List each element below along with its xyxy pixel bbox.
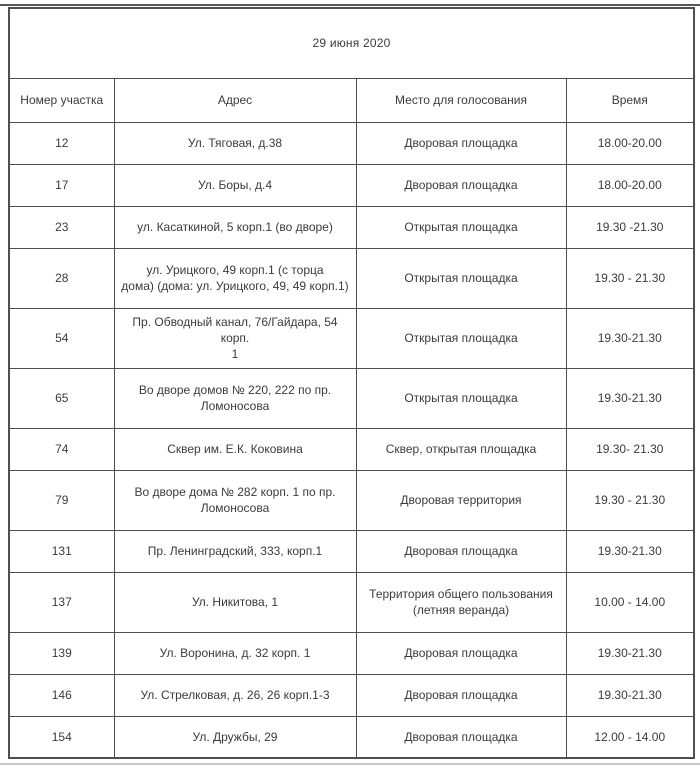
table-row: [9, 428, 694, 470]
cell-address: Ул. Тяговая, д.38: [114, 122, 356, 164]
table-row: [9, 206, 694, 248]
cell-precinct-number: 65: [9, 368, 114, 428]
cell-voting-place: Дворовая площадка: [356, 122, 566, 164]
cell-time: 19.30-21.30: [566, 368, 694, 428]
cell-precinct-number: 137: [9, 572, 114, 632]
cell-precinct-number: 17: [9, 164, 114, 206]
top-divider: [0, 4, 700, 6]
cell-precinct-number: 23: [9, 206, 114, 248]
cell-time: 19.30-21.30: [566, 674, 694, 716]
cell-voting-place: Территория общего пользования (летняя веранда): [356, 572, 566, 632]
cell-voting-place: Дворовая площадка: [356, 674, 566, 716]
cell-time: 19.30-21.30: [566, 632, 694, 674]
cell-voting-place: Дворовая площадка: [356, 632, 566, 674]
voting-schedule-table: [8, 7, 695, 759]
cell-precinct-number: 28: [9, 248, 114, 308]
cell-voting-place: Дворовая площадка: [356, 164, 566, 206]
cell-address: ул. Урицкого, 49 корп.1 (с торца дома) (дома: ул. Урицкого, 49, 49 корп.1): [114, 248, 356, 308]
cell-time: 19.30 -21.30: [566, 206, 694, 248]
cell-precinct-number: 139: [9, 632, 114, 674]
date-title: 29 июня 2020: [9, 8, 694, 78]
cell-precinct-number: 131: [9, 530, 114, 572]
cell-time: 19.30 - 21.30: [566, 470, 694, 530]
cell-precinct-number: 12: [9, 122, 114, 164]
cell-address: ул. Касаткиной, 5 корп.1 (во дворе): [114, 206, 356, 248]
table-row: [9, 572, 694, 632]
table-row: [9, 530, 694, 572]
header-row: [9, 78, 694, 122]
cell-precinct-number: 54: [9, 308, 114, 368]
cell-voting-place: Открытая площадка: [356, 248, 566, 308]
cell-time: 19.30-21.30: [566, 530, 694, 572]
cell-time: 12.00 - 14.00: [566, 716, 694, 758]
cell-precinct-number: 146: [9, 674, 114, 716]
cell-address: Ул. Боры, д.4: [114, 164, 356, 206]
table-row: [9, 122, 694, 164]
cell-time: 19.30-21.30: [566, 308, 694, 368]
cell-precinct-number: 74: [9, 428, 114, 470]
table-row: [9, 308, 694, 368]
cell-voting-place: Сквер, открытая площадка: [356, 428, 566, 470]
table-row: [9, 368, 694, 428]
cell-address: Ул. Никитова, 1: [114, 572, 356, 632]
table-body: [9, 122, 694, 758]
table-row: [9, 716, 694, 758]
table-row: [9, 470, 694, 530]
cell-voting-place: Открытая площадка: [356, 308, 566, 368]
cell-precinct-number: 154: [9, 716, 114, 758]
bottom-divider: [0, 763, 700, 765]
column-header-voting-place: Место для голосования: [356, 78, 566, 122]
cell-time: 19.30- 21.30: [566, 428, 694, 470]
cell-address: Пр. Ленинградский, 333, корп.1: [114, 530, 356, 572]
table-row: [9, 632, 694, 674]
cell-voting-place: Дворовая площадка: [356, 530, 566, 572]
cell-time: 10.00 - 14.00: [566, 572, 694, 632]
column-header-precinct-number: Номер участка: [9, 78, 114, 122]
cell-time: 18.00-20.00: [566, 122, 694, 164]
cell-address: Во дворе дома № 282 корп. 1 по пр. Ломоносова: [114, 470, 356, 530]
cell-address: Ул. Стрелковая, д. 26, 26 корп.1-3: [114, 674, 356, 716]
cell-address: Пр. Обводный канал, 76/Гайдара, 54 корп. 1: [114, 308, 356, 368]
column-header-time: Время: [566, 78, 694, 122]
cell-address: Во дворе домов № 220, 222 по пр. Ломоносова: [114, 368, 356, 428]
cell-time: 18.00-20.00: [566, 164, 694, 206]
table-row: [9, 674, 694, 716]
cell-voting-place: Дворовая территория: [356, 470, 566, 530]
cell-voting-place: Открытая площадка: [356, 206, 566, 248]
cell-precinct-number: 79: [9, 470, 114, 530]
cell-address: Ул. Дружбы, 29: [114, 716, 356, 758]
cell-voting-place: Открытая площадка: [356, 368, 566, 428]
cell-voting-place: Дворовая площадка: [356, 716, 566, 758]
table-row: [9, 164, 694, 206]
cell-address: Сквер им. Е.К. Коковина: [114, 428, 356, 470]
table-row: [9, 248, 694, 308]
cell-time: 19.30 - 21.30: [566, 248, 694, 308]
title-row: [9, 8, 694, 78]
column-header-address: Адрес: [114, 78, 356, 122]
cell-address: Ул. Воронина, д. 32 корп. 1: [114, 632, 356, 674]
